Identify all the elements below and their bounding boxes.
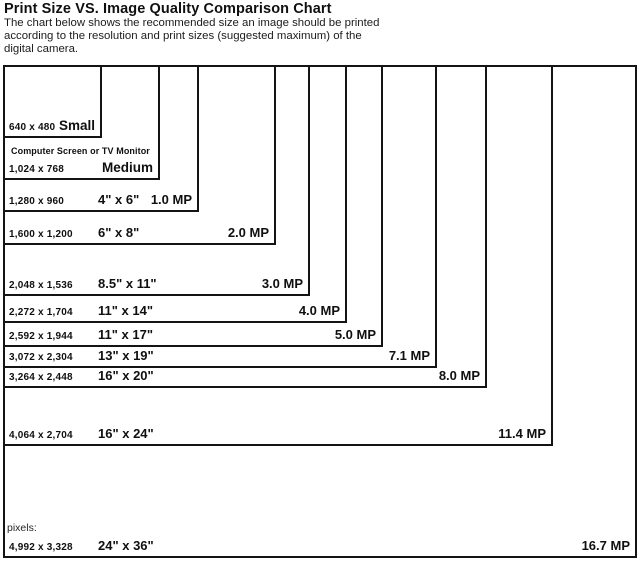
row-labels-4064x2704 — [3, 422, 553, 442]
print-size-label: 4" x 6" — [98, 192, 140, 207]
row-labels-3264x2448 — [3, 364, 487, 384]
print-size-label: 11" x 17" — [98, 327, 153, 342]
page-title: Print Size VS. Image Quality Comparison Chart — [4, 1, 332, 17]
row-labels-1024x768 — [3, 156, 160, 176]
megapixels-label: 1.0 MP — [150, 192, 192, 207]
print-size-label: 13" x 19" — [98, 348, 154, 363]
resolution-label: 3,264 x 2,448 — [9, 372, 73, 383]
print-size-label: 16" x 24" — [98, 426, 154, 441]
resolution-label: 4,992 x 3,328 — [9, 542, 73, 553]
megapixels-label: 8.0 MP — [438, 368, 480, 383]
print-size-label: 24" x 36" — [98, 538, 154, 553]
resolution-label: 2,048 x 1,536 — [9, 280, 73, 291]
megapixels-label: 3.0 MP — [261, 276, 303, 291]
resolution-label: 1,600 x 1,200 — [9, 229, 73, 240]
row-labels-2592x1944 — [3, 323, 383, 343]
resolution-label: 1,024 x 768 — [9, 164, 65, 175]
megapixels-label: 7.1 MP — [388, 348, 430, 363]
resolution-label: 4,064 x 2,704 — [9, 430, 73, 441]
size-class-label: Small — [58, 118, 95, 133]
megapixels-label: 4.0 MP — [298, 303, 340, 318]
megapixels-label: 2.0 MP — [227, 225, 269, 240]
row-labels-4992x3328 — [3, 534, 637, 554]
row-labels-2272x1704 — [3, 299, 347, 319]
subtitle-line-3: digital camera. — [4, 43, 79, 55]
resolution-label: 2,272 x 1,704 — [9, 307, 73, 318]
megapixels-label: 16.7 MP — [581, 538, 630, 553]
resolution-label: 2,592 x 1,944 — [9, 331, 73, 342]
row-labels-3072x2304 — [3, 344, 437, 364]
resolution-label: 1,280 x 960 — [9, 196, 65, 207]
print-size-label: 8.5" x 11" — [98, 276, 157, 291]
row-labels-1280x960 — [3, 188, 199, 208]
row-labels-2048x1536 — [3, 272, 310, 292]
subtitle-line-2: according to the resolution and print sizes (suggested maximum) of the — [4, 30, 362, 42]
print-size-label: 16" x 20" — [98, 368, 154, 383]
megapixels-label: 5.0 MP — [334, 327, 376, 342]
row-labels-1600x1200 — [3, 221, 276, 241]
print-size-label: 11" x 14" — [98, 303, 153, 318]
row-labels-640x480 — [3, 114, 102, 134]
megapixels-label: 11.4 MP — [498, 426, 546, 441]
resolution-label: 3,072 x 2,304 — [9, 352, 73, 363]
size-class-label: Medium — [101, 160, 153, 175]
subtitle-line-1: The chart below shows the recommended size an image should be printed — [4, 17, 380, 29]
pixels-axis-label: pixels: — [7, 522, 37, 534]
resolution-label: 640 x 480 — [9, 122, 56, 133]
screen-note-label: Computer Screen or TV Monitor — [11, 146, 150, 156]
print-size-label: 6" x 8" — [98, 225, 140, 240]
